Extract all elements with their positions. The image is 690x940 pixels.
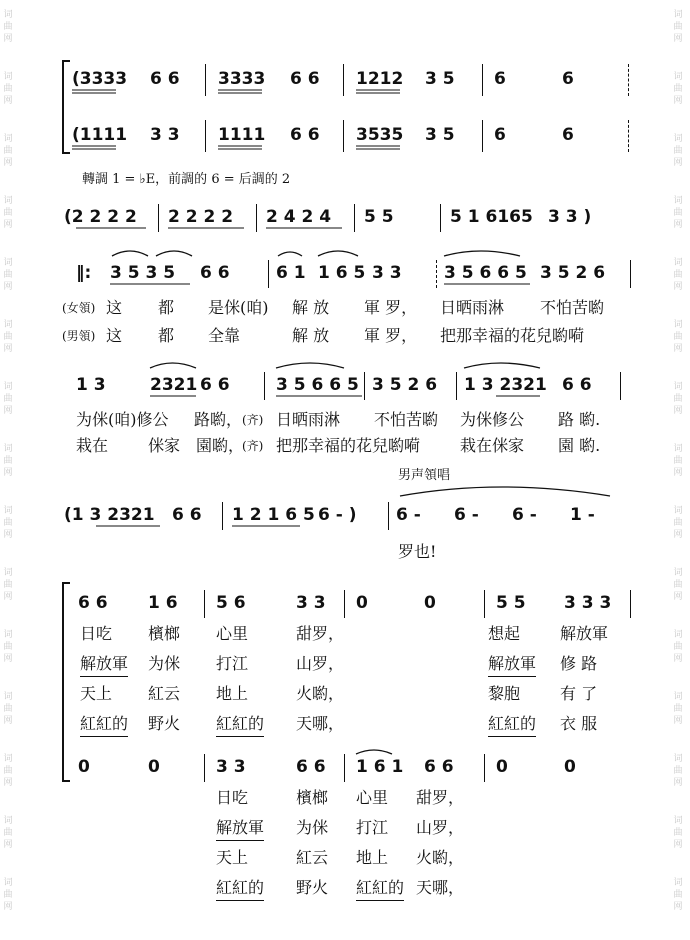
watermark-glyph: 网 [3,96,13,106]
watermark-glyph: 曲 [3,828,13,838]
lyric-word: 心里 [216,624,249,643]
watermark-glyph: 词 [3,382,13,392]
watermark-glyph: 词 [673,692,683,702]
lyric-word: 都 [158,326,175,345]
note-group: 3535 [356,125,404,145]
note-group: 0 [424,593,436,613]
note-group: 6 - [512,505,537,525]
watermark-glyph: 曲 [673,332,683,342]
watermark-glyph: 曲 [3,456,13,466]
lyric-word: 山罗， [416,818,465,837]
note-group: 1 3 [76,375,106,395]
watermark-glyph: 网 [673,96,683,106]
lyric-word: 侎家 [148,436,181,455]
note-group: 6 6 [290,69,320,89]
lyric-word: 紅紅的 [488,712,536,737]
note-group: 1 6 1 [356,757,404,777]
watermark-glyph: 曲 [673,642,683,652]
watermark-glyph: 网 [3,902,13,912]
lyric-word: 軍 罗， [364,326,418,345]
lyric-word: 打江 [216,654,249,673]
watermark-glyph: 网 [3,344,13,354]
watermark-glyph: 词 [673,816,683,826]
watermark-glyph: 曲 [3,146,13,156]
lyric-word: 有 了 [560,684,598,703]
lyric-word: 檳榔 [296,788,329,807]
note-group: 5 1 6165 [450,207,533,227]
lyric-word: 園 喲. [558,436,601,455]
lyric-word: 紅云 [296,848,329,867]
note-group: 6 6 [150,69,180,89]
note-group: 3 5 3 5 [110,263,176,283]
lyric-word: 解 放 [292,326,330,345]
lyric-word: 甜罗， [296,624,345,643]
watermark-glyph: 曲 [3,580,13,590]
note-group: 6 6 [200,263,230,283]
watermark-glyph: 网 [673,654,683,664]
lyric-word: 不怕苦喲 [374,410,439,429]
watermark-glyph: 曲 [673,704,683,714]
note-group: 1111 [218,125,266,145]
watermark-glyph: 词 [3,72,13,82]
watermark-glyph: 网 [3,158,13,168]
lyric-word: 解放軍 [80,652,128,677]
note-group: 0 [496,757,508,777]
note-group: 3 5 [425,69,455,89]
watermark-glyph: 网 [673,34,683,44]
watermark-glyph: 词 [673,10,683,20]
note-group: 3 3 3 [564,593,612,613]
watermark-glyph: 词 [3,692,13,702]
watermark-glyph: 词 [673,382,683,392]
note-group: 1 3 2321 [464,375,547,395]
lyric-word: 路 喲. [558,410,601,429]
lyric-word: 把那幸福的花兒喲嗬 [440,326,585,345]
lyric-word: 解放軍 [560,624,609,643]
lyric-word: 是侎(咱) [208,298,269,317]
note-group: 6 - ) [318,505,357,525]
note-group: 3 3 [296,593,326,613]
note-group: 3 5 2 6 [372,375,438,395]
lyric-word: 甜罗， [416,788,465,807]
watermark-glyph: 曲 [673,84,683,94]
lyric-word: 这 [106,298,123,317]
watermark-glyph: 网 [673,592,683,602]
note-group: (2 2 2 2 [64,207,137,227]
lyric-word: 火喲， [416,848,465,867]
lyric-word: 紅紅的 [216,876,264,901]
watermark-glyph: 曲 [3,518,13,528]
watermark-glyph: 网 [3,282,13,292]
watermark-glyph: 曲 [673,890,683,900]
watermark-glyph: 词 [3,506,13,516]
watermark-glyph: 网 [3,34,13,44]
role-label: (女領) [62,301,96,315]
lyric-word: 罗也! [398,542,437,561]
watermark-glyph: 网 [3,592,13,602]
lyric-word: 心里 [356,788,389,807]
role-label: (齐) [242,413,264,427]
note-group: 1 2 1 6 5 [232,505,315,525]
lyric-word: 为侎修公 [460,410,525,429]
lyric-word: 日吃 [80,624,113,643]
watermark-glyph: 曲 [673,580,683,590]
note-group: 6 6 [424,757,454,777]
note-group: 2 2 2 2 [168,207,234,227]
note-group: 6 6 [172,505,202,525]
watermark-glyph: 网 [3,778,13,788]
note-group: 3 5 6 6 5 [276,375,359,395]
lyric-word: 地上 [356,848,389,867]
note-group: 5 5 [364,207,394,227]
watermark-glyph: 网 [673,840,683,850]
lyric-word: 全靠 [208,326,241,345]
watermark-glyph: 曲 [673,146,683,156]
lyric-word: 野火 [148,714,181,733]
note-group: 0 [78,757,90,777]
watermark-glyph: 曲 [3,84,13,94]
watermark-glyph: 词 [3,134,13,144]
lyric-word: 为侎 [296,818,329,837]
watermark-glyph: 词 [3,196,13,206]
watermark-glyph: 网 [673,530,683,540]
note-group: 3 3 ) [548,207,592,227]
note-group: 3 3 [216,757,246,777]
watermark-glyph: 词 [673,320,683,330]
watermark-glyph: 网 [3,654,13,664]
lyric-word: 修 路 [560,654,598,673]
key-change-annotation: 轉調 1 = ♭E，前調的 6 = 后調的 2 [82,172,291,187]
watermark-glyph: 曲 [3,890,13,900]
watermark-glyph: 曲 [673,208,683,218]
watermark-glyph: 曲 [673,518,683,528]
role-label: (齐) [242,439,264,453]
note-group: 3 5 6 6 5 [444,263,527,283]
lyric-word: 解放軍 [216,816,264,841]
lyric-word: 把那幸福的花兒喲嗬 [276,436,421,455]
watermark-glyph: 网 [673,220,683,230]
note-group: 6 - [396,505,421,525]
watermark-glyph: 网 [3,716,13,726]
note-group: 6 6 [78,593,108,613]
watermark-glyph: 曲 [3,766,13,776]
note-group: 0 [564,757,576,777]
watermark-glyph: 词 [3,878,13,888]
note-group: 6 6 [290,125,320,145]
watermark-glyph: 曲 [673,22,683,32]
watermark-glyph: 网 [673,778,683,788]
lyric-word: 解放軍 [488,652,536,677]
lyric-word: 天上 [216,848,249,867]
lyric-word: 紅紅的 [216,712,264,737]
note-group: (3333 [72,69,128,89]
note-group: 6 6 [200,375,230,395]
watermark-glyph: 曲 [673,766,683,776]
watermark-glyph: 网 [3,406,13,416]
note-group: 2 4 2 4 [266,207,332,227]
watermark-glyph: 词 [3,568,13,578]
watermark-glyph: 词 [3,816,13,826]
lyric-word: 为侎 [148,654,181,673]
lyric-word: 紅紅的 [356,876,404,901]
lyric-word: 不怕苦喲 [540,298,605,317]
lyric-word: 衣 服 [560,714,598,733]
note-group: (1111 [72,125,128,145]
note-group: 1212 [356,69,404,89]
lyric-word: 園喲， [196,436,245,455]
note-group: 3 5 2 6 [540,263,606,283]
watermark-glyph: 网 [3,220,13,230]
watermark-glyph: 曲 [3,270,13,280]
watermark-glyph: 网 [673,282,683,292]
watermark-glyph: 曲 [3,332,13,342]
watermark-glyph: 曲 [3,704,13,714]
watermark-glyph: 曲 [3,208,13,218]
lyric-word: 天哪， [296,714,345,733]
watermark-glyph: 词 [673,134,683,144]
watermark-glyph: 曲 [673,456,683,466]
watermark-glyph: 词 [673,506,683,516]
solo-annotation: 男声領唱 [398,468,451,483]
lyric-word: 山罗， [296,654,345,673]
note-group: 0 [356,593,368,613]
note-group: 3 3 [372,263,402,283]
watermark-glyph: 网 [673,468,683,478]
watermark-glyph: 词 [3,444,13,454]
note-group: 1 6 [148,593,178,613]
role-label: (男領) [62,329,96,343]
lyric-word: 为侎(咱)修公 [76,410,169,429]
watermark-glyph: 词 [673,630,683,640]
watermark-glyph: 词 [673,754,683,764]
note-group: 3 3 [150,125,180,145]
watermark-glyph: 网 [673,406,683,416]
watermark-glyph: 网 [673,344,683,354]
watermark-glyph: 词 [673,444,683,454]
lyric-word: 野火 [296,878,329,897]
note-group: 6 - [454,505,479,525]
note-group: 6 [494,69,506,89]
watermark-glyph: 词 [673,258,683,268]
watermark-glyph: 网 [3,840,13,850]
watermark-glyph: 词 [3,754,13,764]
watermark-glyph: 词 [673,72,683,82]
lyric-word: 都 [158,298,175,317]
note-group: 6 1 [276,263,306,283]
lyric-word: 天哪， [416,878,465,897]
watermark-glyph: 词 [3,630,13,640]
lyric-word: 路喲， [194,410,243,429]
lyric-word: 栽在 [76,436,109,455]
lyric-word: 解 放 [292,298,330,317]
watermark-glyph: 网 [3,468,13,478]
watermark-glyph: 词 [3,320,13,330]
lyric-word: 黎胞 [488,684,521,703]
lyric-word: 打江 [356,818,389,837]
watermark-glyph: 网 [3,530,13,540]
watermark-glyph: 网 [673,902,683,912]
watermark-glyph: 词 [673,568,683,578]
note-group: (1 3 2321 [64,505,155,525]
lyric-word: 檳榔 [148,624,181,643]
watermark-glyph: 网 [673,716,683,726]
lyric-word: 地上 [216,684,249,703]
lyric-word: 天上 [80,684,113,703]
lyric-word: 日晒雨淋 [276,410,341,429]
lyric-word: 日晒雨淋 [440,298,505,317]
note-group: 6 [562,125,574,145]
note-group: 6 [494,125,506,145]
watermark-glyph: 曲 [673,394,683,404]
note-group: 6 6 [562,375,592,395]
repeat-start-sign: ‖: [76,263,92,283]
note-group: 6 6 [296,757,326,777]
note-group: 1 6 5 [318,263,366,283]
note-group: 6 [562,69,574,89]
note-group: 5 5 [496,593,526,613]
note-group: 2321 [150,375,198,395]
watermark-glyph: 曲 [673,270,683,280]
note-group: 5 6 [216,593,246,613]
lyric-word: 栽在侎家 [460,436,525,455]
watermark-glyph: 曲 [673,828,683,838]
lyric-word: 想起 [488,624,521,643]
note-group: 3333 [218,69,266,89]
lyric-word: 紅云 [148,684,181,703]
watermark-glyph: 曲 [3,642,13,652]
lyric-word: 火喲， [296,684,345,703]
watermark-glyph: 曲 [3,22,13,32]
watermark-glyph: 曲 [3,394,13,404]
note-group: 1 - [570,505,595,525]
watermark-glyph: 词 [3,258,13,268]
lyric-word: 日吃 [216,788,249,807]
lyric-word: 紅紅的 [80,712,128,737]
watermark-glyph: 词 [673,196,683,206]
note-group: 3 5 [425,125,455,145]
watermark-glyph: 词 [673,878,683,888]
lyric-word: 軍 罗， [364,298,418,317]
watermark-glyph: 词 [3,10,13,20]
lyric-word: 这 [106,326,123,345]
watermark-glyph: 网 [673,158,683,168]
note-group: 0 [148,757,160,777]
